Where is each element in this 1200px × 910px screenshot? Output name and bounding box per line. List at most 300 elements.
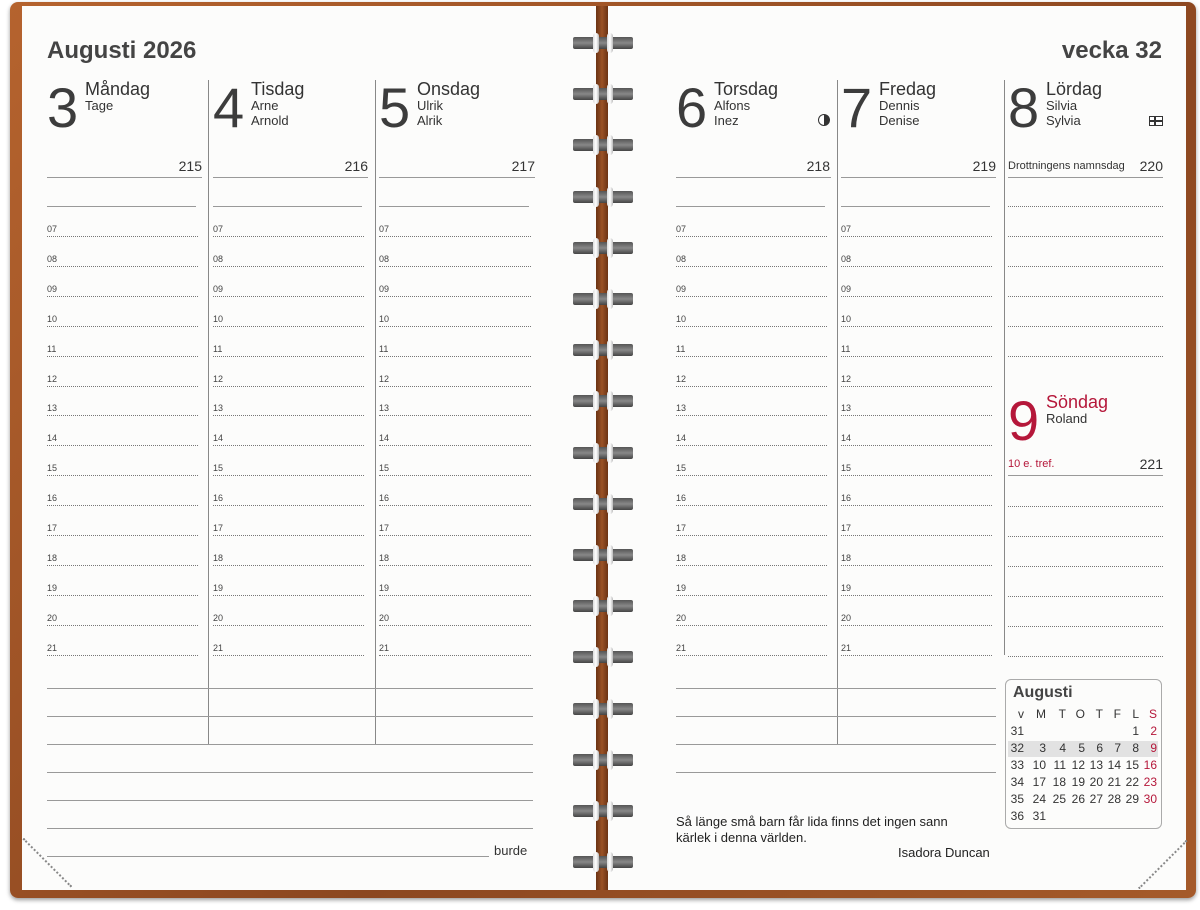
hour-line bbox=[841, 475, 992, 476]
spiral-ring bbox=[573, 238, 633, 258]
ring-part bbox=[593, 238, 599, 258]
hour-label: 07 bbox=[213, 224, 224, 234]
ring-part bbox=[593, 135, 599, 155]
hour-label: 18 bbox=[841, 552, 852, 563]
hour-line bbox=[379, 356, 531, 357]
hour-line bbox=[379, 326, 531, 327]
spiral-ring bbox=[573, 647, 633, 667]
mini-calendar-date: 3 bbox=[1039, 741, 1046, 755]
ring-part bbox=[607, 647, 613, 667]
quote-line-2: kärlek i denna världen. bbox=[676, 830, 807, 845]
column-divider bbox=[208, 80, 209, 744]
hour-line bbox=[379, 445, 531, 446]
hour-label: 10 bbox=[676, 313, 687, 324]
month-year-title: Augusti 2026 bbox=[47, 37, 197, 64]
mini-calendar-date: 9 bbox=[1150, 741, 1157, 755]
hour-line bbox=[676, 625, 827, 626]
mini-calendar-week: 31 bbox=[1010, 724, 1024, 738]
hour-label: 21 bbox=[676, 642, 687, 653]
hour-line bbox=[379, 415, 531, 416]
bottom-note-line bbox=[47, 772, 533, 773]
hour-label: 13 bbox=[841, 403, 852, 414]
hour-label: 21 bbox=[841, 642, 852, 653]
hour-label: 16 bbox=[841, 493, 852, 504]
hour-line bbox=[213, 236, 364, 237]
hour-label: 11 bbox=[213, 343, 223, 354]
column-divider bbox=[1004, 80, 1005, 655]
spiral-ring bbox=[573, 545, 633, 565]
sunday-line bbox=[1008, 566, 1163, 567]
mini-calendar-week: 33 bbox=[1010, 758, 1024, 772]
hour-label: 07 bbox=[47, 224, 58, 234]
spiral-ring bbox=[573, 699, 633, 719]
hour-line bbox=[841, 505, 992, 506]
ring-part bbox=[593, 289, 599, 309]
ring-part bbox=[573, 498, 633, 510]
ring-part bbox=[593, 494, 599, 514]
ring-part bbox=[573, 856, 633, 868]
hour-label: 10 bbox=[379, 313, 390, 324]
mini-calendar-grid bbox=[1006, 680, 1161, 828]
mini-calendar-date: 23 bbox=[1143, 775, 1157, 789]
hour-line bbox=[47, 625, 198, 626]
hour-label: 11 bbox=[47, 343, 57, 354]
mini-calendar-header: v bbox=[1018, 707, 1024, 721]
hour-label: 14 bbox=[379, 433, 390, 444]
hour-line bbox=[379, 386, 531, 387]
mini-calendar-date: 24 bbox=[1032, 792, 1046, 806]
hour-line bbox=[676, 236, 827, 237]
bottom-note-line bbox=[676, 772, 996, 773]
ring-part bbox=[607, 135, 613, 155]
mini-calendar-title: Augusti bbox=[1013, 684, 1073, 701]
hour-label: 15 bbox=[379, 463, 390, 474]
note-line bbox=[213, 206, 362, 207]
hour-label: 19 bbox=[47, 582, 58, 593]
ring-part bbox=[573, 242, 633, 254]
hour-line bbox=[47, 475, 198, 476]
hour-line bbox=[379, 595, 531, 596]
mini-calendar-date: 19 bbox=[1071, 775, 1085, 789]
ring-part bbox=[573, 344, 633, 356]
column-divider bbox=[837, 80, 838, 744]
ring-part bbox=[607, 289, 613, 309]
hour-line bbox=[676, 386, 827, 387]
holiday-note: Drottningens namnsdag bbox=[1008, 160, 1125, 172]
hour-line bbox=[47, 326, 198, 327]
ring-part bbox=[573, 139, 633, 151]
hour-label: 18 bbox=[213, 552, 224, 563]
mini-calendar-header: F bbox=[1113, 707, 1121, 721]
hour-label: 20 bbox=[676, 612, 687, 623]
spiral-ring bbox=[573, 852, 633, 872]
hour-line bbox=[841, 535, 992, 536]
hour-line bbox=[47, 236, 198, 237]
name-day: Silvia bbox=[1046, 98, 1078, 113]
bottom-note-line bbox=[47, 828, 533, 829]
ring-part bbox=[607, 33, 613, 53]
ring-part bbox=[573, 703, 633, 715]
hour-line bbox=[379, 296, 531, 297]
hour-label: 15 bbox=[841, 463, 852, 474]
mini-calendar-date: 10 bbox=[1032, 758, 1046, 772]
mini-calendar-date: 17 bbox=[1032, 775, 1046, 789]
day-of-year: 218 bbox=[806, 158, 830, 174]
mini-calendar-week: 34 bbox=[1010, 775, 1024, 789]
hour-line bbox=[47, 505, 198, 506]
ring-part bbox=[573, 549, 633, 561]
mini-calendar-date: 21 bbox=[1107, 775, 1121, 789]
hour-label: 13 bbox=[379, 403, 390, 414]
day-header-line bbox=[1008, 177, 1163, 178]
hour-label: 10 bbox=[213, 313, 224, 324]
spiral-ring bbox=[573, 596, 633, 616]
hour-label: 15 bbox=[47, 463, 58, 474]
hour-line bbox=[213, 535, 364, 536]
day-name: Lördag bbox=[1046, 79, 1103, 99]
spiral-ring bbox=[573, 494, 633, 514]
hour-label: 12 bbox=[213, 373, 224, 384]
hour-line bbox=[676, 266, 827, 267]
hour-label: 18 bbox=[379, 552, 390, 563]
sunday-line bbox=[1008, 656, 1163, 657]
day-of-year: 220 bbox=[1139, 158, 1163, 174]
hour-label: 16 bbox=[47, 493, 58, 504]
ring-part bbox=[573, 293, 633, 305]
name-day: Arne bbox=[251, 98, 279, 113]
mini-calendar-date: 1 bbox=[1132, 724, 1139, 738]
mini-calendar-date: 30 bbox=[1143, 792, 1157, 806]
name-day: Alrik bbox=[417, 113, 443, 128]
mini-calendar-date: 8 bbox=[1132, 741, 1139, 755]
hour-line bbox=[379, 625, 531, 626]
hour-label: 09 bbox=[213, 283, 224, 294]
spiral-ring bbox=[573, 443, 633, 463]
swedish-flag-icon bbox=[1149, 116, 1163, 126]
day-number: 8 bbox=[1008, 76, 1040, 139]
day-number: 6 bbox=[676, 76, 708, 139]
hour-label: 21 bbox=[47, 642, 58, 653]
hour-line bbox=[676, 535, 827, 536]
sunday-note: 10 e. tref. bbox=[1008, 458, 1055, 470]
mini-calendar-date: 25 bbox=[1052, 792, 1066, 806]
hour-label: 12 bbox=[47, 373, 58, 384]
hour-line bbox=[841, 386, 992, 387]
sunday-line bbox=[1008, 596, 1163, 597]
hour-line bbox=[47, 356, 198, 357]
bottom-note-line bbox=[676, 688, 996, 689]
ring-part bbox=[573, 395, 633, 407]
ring-part bbox=[593, 84, 599, 104]
ring-part bbox=[573, 651, 633, 663]
mini-calendar-date: 6 bbox=[1096, 741, 1103, 755]
hour-line bbox=[841, 356, 992, 357]
hour-line bbox=[213, 655, 364, 656]
bottom-note-line bbox=[47, 744, 533, 745]
saturday-line bbox=[1008, 206, 1163, 207]
mini-calendar-date: 15 bbox=[1125, 758, 1139, 772]
mini-calendar-header: S bbox=[1148, 707, 1157, 721]
hour-line bbox=[47, 565, 198, 566]
hour-label: 20 bbox=[379, 612, 390, 623]
ring-part bbox=[573, 754, 633, 766]
spiral-ring bbox=[573, 84, 633, 104]
ring-part bbox=[593, 852, 599, 872]
hour-label: 07 bbox=[676, 224, 687, 234]
hour-label: 08 bbox=[47, 253, 58, 264]
hour-line bbox=[676, 475, 827, 476]
ring-part bbox=[607, 187, 613, 207]
quote-text bbox=[676, 814, 948, 846]
ring-part bbox=[607, 443, 613, 463]
hour-label: 08 bbox=[676, 253, 687, 264]
ring-part bbox=[607, 238, 613, 258]
spiral-ring bbox=[573, 801, 633, 821]
hour-label: 17 bbox=[47, 523, 58, 533]
name-day: Ulrik bbox=[417, 98, 443, 113]
ring-part bbox=[593, 596, 599, 616]
name-day: Tage bbox=[85, 98, 114, 113]
day-number: 3 bbox=[47, 76, 79, 139]
ring-part bbox=[593, 801, 599, 821]
mini-calendar-header: L bbox=[1132, 707, 1139, 721]
hour-label: 07 bbox=[379, 224, 390, 234]
hour-label: 07 bbox=[841, 224, 852, 234]
hour-label: 21 bbox=[213, 642, 224, 653]
hour-label: 17 bbox=[379, 523, 390, 533]
day-number: 7 bbox=[841, 76, 873, 139]
ring-part bbox=[573, 88, 633, 100]
hour-line bbox=[676, 326, 827, 327]
hour-line bbox=[47, 595, 198, 596]
note-line bbox=[47, 206, 196, 207]
spiral-ring bbox=[573, 135, 633, 155]
hour-line bbox=[379, 655, 531, 656]
hour-line bbox=[47, 655, 198, 656]
hour-line bbox=[47, 415, 198, 416]
sunday-name-day: Roland bbox=[1046, 411, 1088, 426]
hour-line bbox=[841, 595, 992, 596]
hour-line bbox=[841, 236, 992, 237]
hour-label: 19 bbox=[379, 582, 390, 593]
hour-label: 21 bbox=[379, 642, 390, 653]
hour-label: 19 bbox=[213, 582, 224, 593]
ring-part bbox=[607, 801, 613, 821]
hour-label: 12 bbox=[379, 373, 390, 384]
bottom-note-line bbox=[47, 856, 489, 857]
hour-line bbox=[213, 475, 364, 476]
hour-line bbox=[841, 565, 992, 566]
day-name: Onsdag bbox=[417, 79, 481, 99]
hour-label: 10 bbox=[47, 313, 58, 324]
hour-line bbox=[213, 565, 364, 566]
hour-line bbox=[47, 386, 198, 387]
mini-calendar-date: 7 bbox=[1114, 741, 1121, 755]
hour-line bbox=[47, 266, 198, 267]
hour-line bbox=[676, 356, 827, 357]
ring-part bbox=[607, 84, 613, 104]
ring-part bbox=[607, 494, 613, 514]
hour-line bbox=[676, 595, 827, 596]
quote-author: Isadora Duncan bbox=[898, 845, 990, 860]
day-header-line bbox=[676, 177, 831, 178]
mini-calendar-date: 12 bbox=[1071, 758, 1085, 772]
hour-label: 08 bbox=[379, 253, 390, 264]
hour-label: 14 bbox=[676, 433, 687, 444]
hour-label: 14 bbox=[213, 433, 224, 444]
ring-part bbox=[573, 191, 633, 203]
spiral-ring bbox=[573, 289, 633, 309]
hour-line bbox=[676, 415, 827, 416]
day-name: Fredag bbox=[879, 79, 937, 99]
week-number-title: vecka 32 bbox=[1061, 37, 1162, 64]
mini-calendar-week: 32 bbox=[1010, 741, 1024, 755]
hour-line bbox=[379, 535, 531, 536]
bottom-note-line bbox=[676, 716, 996, 717]
sunday-day-of-year: 221 bbox=[1139, 456, 1163, 472]
hour-label: 19 bbox=[841, 582, 852, 593]
ring-part bbox=[593, 33, 599, 53]
mini-calendar-header: T bbox=[1058, 707, 1066, 721]
day-header-line bbox=[841, 177, 996, 178]
ring-part bbox=[593, 647, 599, 667]
mini-calendar-header: O bbox=[1075, 707, 1085, 721]
saturday-line bbox=[1008, 356, 1163, 357]
day-name: Måndag bbox=[85, 79, 151, 99]
hour-label: 11 bbox=[676, 343, 686, 354]
hour-line bbox=[841, 445, 992, 446]
hour-line bbox=[676, 296, 827, 297]
hour-label: 13 bbox=[47, 403, 58, 414]
ring-part bbox=[607, 545, 613, 565]
bottom-note-line bbox=[47, 716, 533, 717]
hour-label: 09 bbox=[47, 283, 58, 294]
hour-label: 17 bbox=[676, 523, 687, 533]
day-name: Torsdag bbox=[714, 79, 779, 99]
left-page bbox=[22, 6, 597, 890]
hour-label: 09 bbox=[676, 283, 687, 294]
hour-label: 08 bbox=[213, 253, 224, 264]
bottom-note-line bbox=[676, 744, 996, 745]
mini-calendar-header: M bbox=[1036, 707, 1046, 721]
sunday-header-line bbox=[1008, 475, 1163, 476]
spiral-ring bbox=[573, 187, 633, 207]
half-moon-icon bbox=[818, 114, 830, 126]
bottom-note-line bbox=[47, 688, 533, 689]
hour-label: 17 bbox=[213, 523, 224, 533]
mini-calendar-header: T bbox=[1095, 707, 1103, 721]
hour-line bbox=[379, 565, 531, 566]
ring-part bbox=[607, 852, 613, 872]
ring-part bbox=[607, 340, 613, 360]
saturday-line bbox=[1008, 266, 1163, 267]
hour-line bbox=[213, 625, 364, 626]
hour-label: 12 bbox=[841, 373, 852, 384]
name-day: Sylvia bbox=[1046, 113, 1081, 128]
hour-line bbox=[47, 535, 198, 536]
sunday-line bbox=[1008, 506, 1163, 507]
name-day: Inez bbox=[714, 113, 739, 128]
sunday-number: 9 bbox=[1008, 389, 1040, 452]
hour-label: 11 bbox=[841, 343, 851, 354]
hour-line bbox=[213, 386, 364, 387]
hour-label: 08 bbox=[841, 253, 852, 264]
hour-label: 09 bbox=[841, 283, 852, 294]
hour-label: 19 bbox=[676, 582, 687, 593]
note-line bbox=[379, 206, 529, 207]
hour-label: 13 bbox=[213, 403, 224, 414]
mini-calendar-date: 20 bbox=[1089, 775, 1103, 789]
note-line bbox=[676, 206, 825, 207]
day-of-year: 217 bbox=[511, 158, 535, 174]
mini-calendar-date: 22 bbox=[1125, 775, 1139, 789]
mini-calendar-date: 13 bbox=[1089, 758, 1103, 772]
hour-line bbox=[47, 296, 198, 297]
mini-calendar-date: 26 bbox=[1071, 792, 1085, 806]
saturday-line bbox=[1008, 296, 1163, 297]
mini-calendar-week: 35 bbox=[1010, 792, 1024, 806]
hour-line bbox=[676, 445, 827, 446]
mini-calendar-date: 14 bbox=[1107, 758, 1121, 772]
saturday-line bbox=[1008, 236, 1163, 237]
hour-label: 11 bbox=[379, 343, 389, 354]
hour-label: 20 bbox=[213, 612, 224, 623]
mini-calendar-date: 4 bbox=[1059, 741, 1066, 755]
hour-line bbox=[379, 266, 531, 267]
ring-part bbox=[593, 443, 599, 463]
ring-part bbox=[607, 391, 613, 411]
ring-part bbox=[593, 340, 599, 360]
mini-calendar-date: 11 bbox=[1053, 758, 1066, 772]
day-number: 4 bbox=[213, 76, 245, 139]
ring-part bbox=[593, 545, 599, 565]
hour-line bbox=[379, 475, 531, 476]
hour-line bbox=[213, 445, 364, 446]
hour-label: 16 bbox=[379, 493, 390, 504]
hour-label: 16 bbox=[213, 493, 224, 504]
day-of-year: 216 bbox=[344, 158, 368, 174]
ring-part bbox=[607, 699, 613, 719]
day-header-line bbox=[213, 177, 368, 178]
spiral-ring bbox=[573, 750, 633, 770]
ring-part bbox=[607, 750, 613, 770]
hour-label: 17 bbox=[841, 523, 852, 533]
hour-label: 09 bbox=[379, 283, 390, 294]
hour-line bbox=[213, 415, 364, 416]
day-of-year: 215 bbox=[178, 158, 202, 174]
hour-line bbox=[213, 356, 364, 357]
brand-logo: burde bbox=[494, 843, 528, 858]
saturday-line bbox=[1008, 326, 1163, 327]
hour-label: 20 bbox=[841, 612, 852, 623]
hour-label: 12 bbox=[676, 373, 687, 384]
sunday-line bbox=[1008, 626, 1163, 627]
hour-line bbox=[841, 625, 992, 626]
name-day: Arnold bbox=[251, 113, 289, 128]
spiral-ring bbox=[573, 391, 633, 411]
mini-calendar bbox=[1005, 679, 1162, 829]
mini-calendar-date: 28 bbox=[1107, 792, 1121, 806]
spiral-ring bbox=[573, 340, 633, 360]
hour-label: 15 bbox=[676, 463, 687, 474]
hour-line bbox=[213, 326, 364, 327]
hour-line bbox=[213, 296, 364, 297]
spiral-ring bbox=[573, 33, 633, 53]
mini-calendar-week: 36 bbox=[1010, 809, 1024, 823]
mini-calendar-date: 16 bbox=[1143, 758, 1157, 772]
mini-calendar-date: 29 bbox=[1125, 792, 1139, 806]
hour-label: 16 bbox=[676, 493, 687, 504]
